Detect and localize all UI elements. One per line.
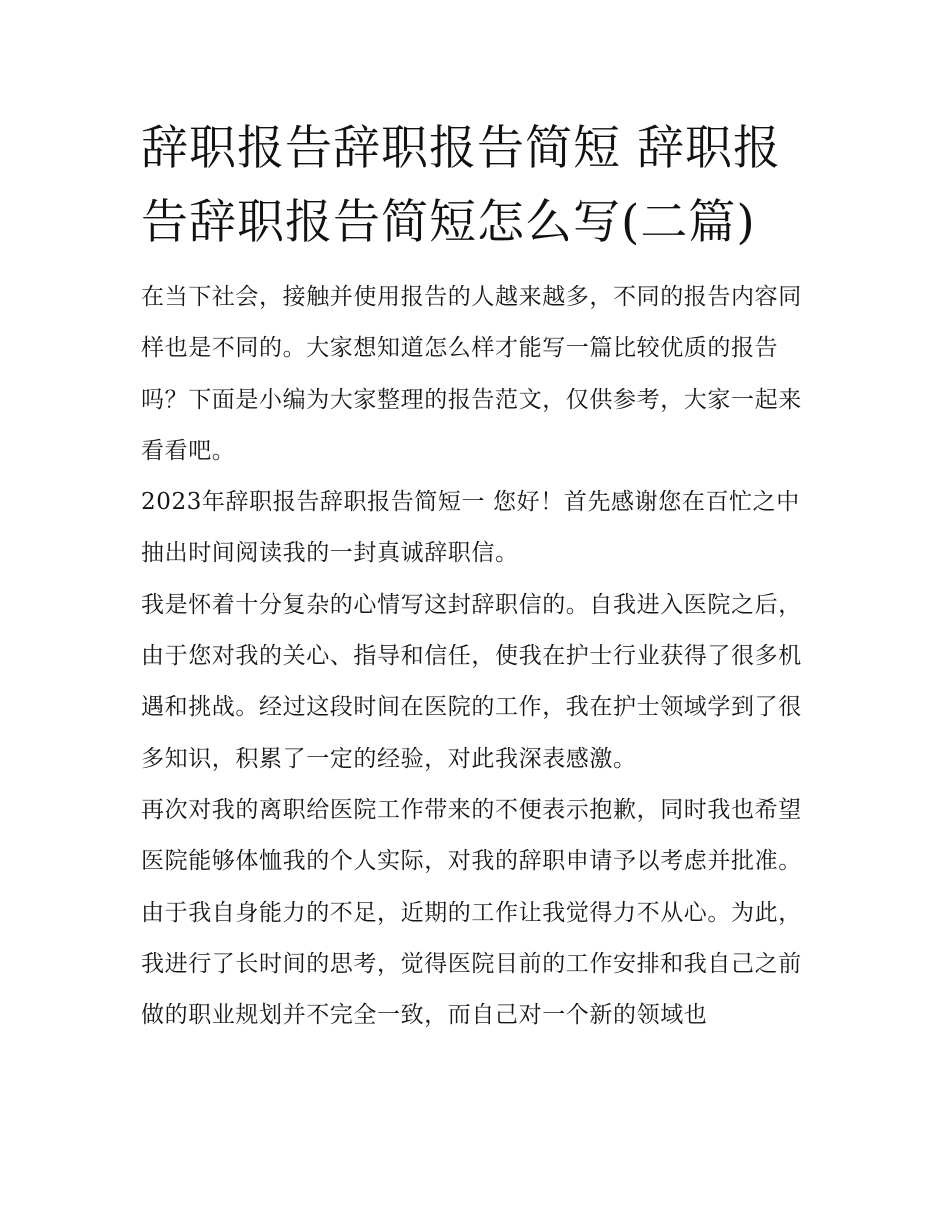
paragraph-intro: 在当下社会，接触并使用报告的人越来越多，不同的报告内容同样也是不同的。大家想知道怎么样才能写一篇比较优质的报告吗？下面是小编为大家整理的报告范文，仅供参考，大家一起来看看吧。 <box>141 284 802 464</box>
paragraph-reason: 由于我自身能力的不足，近期的工作让我觉得力不从心。为此，我进行了长时间的思考，觉得医院目前的工作安排和我自己之前做的职业规划并不完全一致，而自己对一个新的领域也 <box>141 899 802 1029</box>
document-page <box>141 112 821 1041</box>
paragraph-apology: 再次对我的离职给医院工作带来的不便表示抱歉，同时我也希望医院能够体恤我的个人实际，对我的辞职申请予以考虑并批准。 <box>141 796 802 875</box>
document-body <box>141 272 821 1041</box>
paragraph-gratitude: 我是怀着十分复杂的心情写这封辞职信的。自我进入医院之后，由于您对我的关心、指导和信任，使我在护士行业获得了很多机遇和挑战。经过这段时间在医院的工作，我在护士领域学到了很多知识，积累了一定的经验，对此我深表感激。 <box>141 591 802 772</box>
document-title: 辞职报告辞职报告简短 辞职报告辞职报告简短怎么写(二篇) <box>141 121 781 250</box>
paragraph-greeting: 2023年辞职报告辞职报告简短一 您好！首先感谢您在百忙之中抽出时间阅读我的一封真诚辞职信。 <box>141 489 800 567</box>
